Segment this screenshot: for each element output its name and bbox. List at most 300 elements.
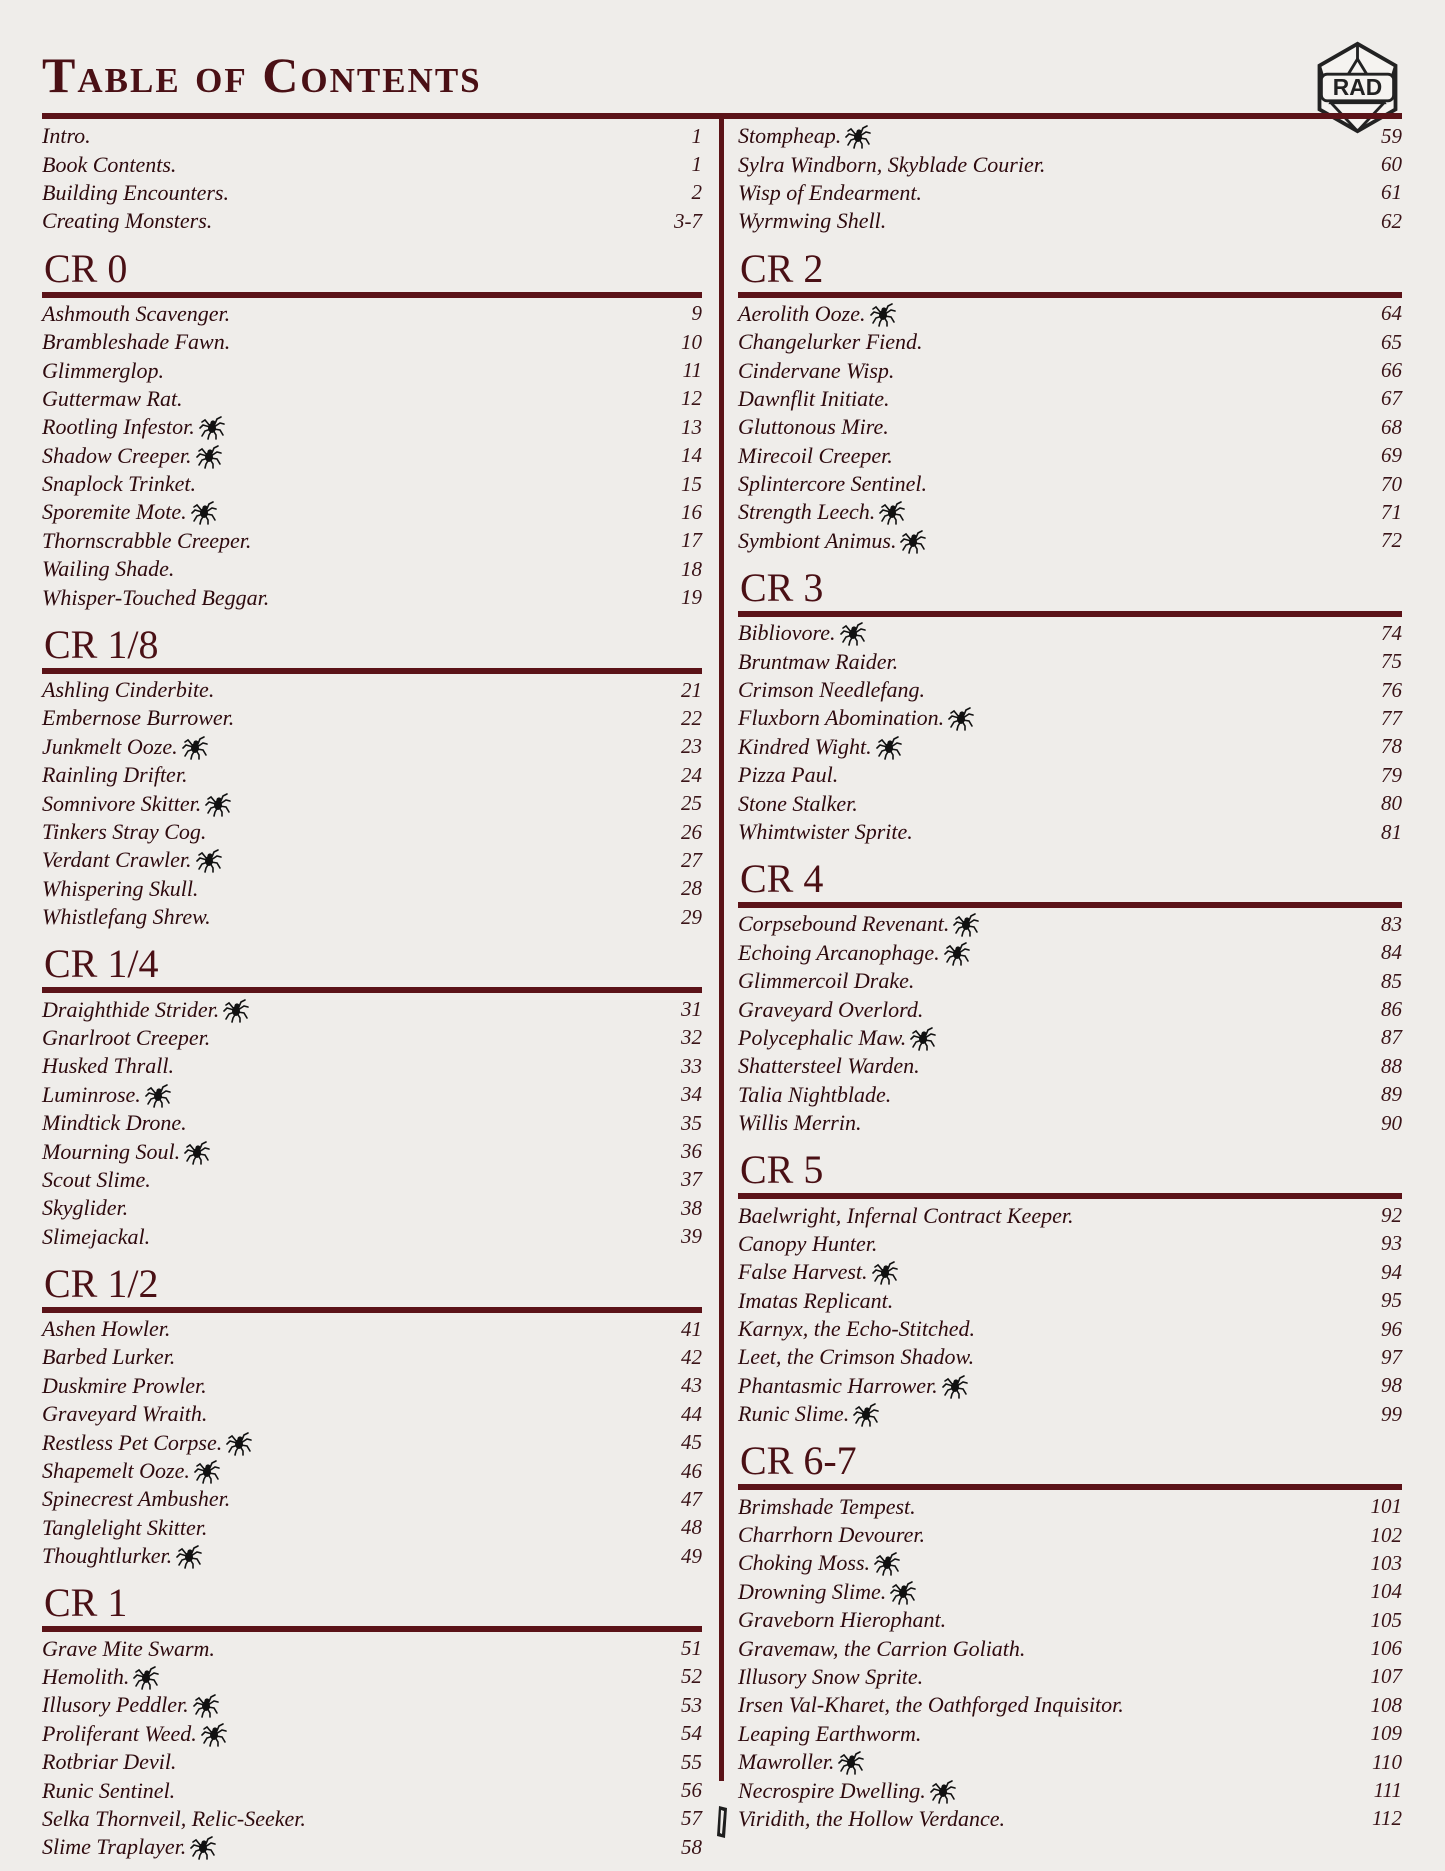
toc-entry[interactable] [738, 1315, 1402, 1343]
section-heading: CR 6-7 [740, 1438, 857, 1484]
entry-name: False Harvest. [738, 1259, 868, 1285]
entry-name: Selka Thornveil, Relic-Seeker. [42, 1805, 306, 1831]
entry-page-number: 23 [681, 734, 702, 759]
entry-page-number: 1 [691, 123, 702, 148]
entry-page-number: 92 [1381, 1203, 1402, 1228]
entry-page-number: 56 [681, 1778, 702, 1803]
entry-page-number: 60 [1381, 152, 1402, 177]
toc-entry[interactable] [42, 704, 702, 732]
toc-entry[interactable] [42, 1343, 702, 1371]
entry-page-number: 48 [681, 1515, 702, 1540]
toc-entry[interactable] [42, 995, 702, 1023]
entry-page-number: 89 [1381, 1082, 1402, 1107]
entry-name: Leet, the Crimson Shadow. [738, 1344, 975, 1370]
toc-entry[interactable] [42, 1428, 702, 1456]
entry-page-number: 11 [682, 358, 702, 383]
toc-section [738, 856, 1402, 1137]
toc-entry[interactable] [42, 1691, 702, 1719]
entry-name: Sylra Windborn, Skyblade Courier. [738, 151, 1046, 177]
toc-entry[interactable] [738, 498, 1402, 526]
toc-entry[interactable] [738, 1230, 1402, 1258]
toc-entry[interactable] [738, 818, 1402, 846]
entry-page-number: 105 [1370, 1607, 1402, 1632]
entry-name: Choking Moss. [738, 1550, 870, 1576]
entry-page-number: 47 [681, 1486, 702, 1511]
entry-page-number: 99 [1381, 1401, 1402, 1426]
toc-entry[interactable] [42, 207, 702, 235]
toc-entry[interactable] [42, 583, 702, 611]
entry-page-number: 53 [681, 1692, 702, 1717]
section-divider [42, 1626, 702, 1632]
entry-name: Changelurker Fiend. [738, 329, 923, 355]
section-divider [738, 1193, 1402, 1199]
entry-name: Junkmelt Ooze. [42, 733, 178, 759]
toc-entry[interactable] [42, 1805, 702, 1833]
toc-entry[interactable] [42, 470, 702, 498]
entry-page-number: 94 [1381, 1259, 1402, 1284]
entry-page-number: 14 [681, 443, 702, 468]
spider-icon [845, 123, 871, 149]
entry-name: Mirecoil Creeper. [738, 442, 893, 468]
entry-name: Slime Traplayer. [42, 1834, 187, 1860]
entry-name: Spinecrest Ambusher. [42, 1486, 231, 1512]
toc-entry[interactable] [738, 910, 1402, 938]
entry-page-number: 39 [681, 1224, 702, 1249]
toc-entry[interactable] [42, 356, 702, 384]
toc-entry[interactable] [738, 647, 1402, 675]
entry-page-number: 18 [681, 556, 702, 581]
toc-entry[interactable] [42, 1776, 702, 1804]
toc-entry[interactable] [738, 1521, 1402, 1549]
entry-page-number: 22 [681, 705, 702, 730]
toc-entry[interactable] [42, 1457, 702, 1485]
entry-page-number: 106 [1370, 1636, 1402, 1661]
entry-page-number: 107 [1370, 1664, 1402, 1689]
toc-entry[interactable] [738, 619, 1402, 647]
entry-name: Thornscrabble Creeper. [42, 527, 252, 553]
entry-name: Leaping Earthworm. [738, 1720, 922, 1746]
section-heading: CR 1/4 [44, 941, 159, 987]
entry-name: Strength Leech. [738, 499, 876, 525]
entry-name: Graveyard Wraith. [42, 1401, 208, 1427]
entry-page-number: 25 [681, 791, 702, 816]
entry-name: Embernose Burrower. [42, 705, 235, 731]
section-heading: CR 5 [740, 1147, 824, 1193]
entry-page-number: 3-7 [674, 208, 702, 233]
entry-page-number: 101 [1370, 1494, 1402, 1519]
toc-section [42, 622, 702, 932]
entry-name: Whistlefang Shrew. [42, 904, 211, 930]
spider-icon [184, 1139, 210, 1165]
toc-entry[interactable] [738, 1052, 1402, 1080]
spider-icon [196, 443, 222, 469]
toc-entry[interactable] [42, 1514, 702, 1542]
toc-entry[interactable] [42, 498, 702, 526]
entry-name: Mawroller. [738, 1749, 835, 1775]
entry-name: Gnarlroot Creeper. [42, 1024, 211, 1050]
entry-page-number: 61 [1381, 180, 1402, 205]
entry-name: Whisper-Touched Beggar. [42, 584, 270, 610]
entry-page-number: 9 [691, 301, 702, 326]
entry-name: Grave Mite Swarm. [42, 1635, 215, 1661]
entry-name: Baelwright, Infernal Contract Keeper. [738, 1202, 1074, 1228]
entry-name: Hemolith. [42, 1663, 130, 1689]
toc-entry[interactable] [42, 1748, 702, 1776]
entry-page-number: 65 [1381, 329, 1402, 354]
toc-entry[interactable] [42, 328, 702, 356]
logo-text: RAD [1332, 74, 1383, 101]
toc-entry[interactable] [738, 761, 1402, 789]
toc-entry[interactable] [738, 967, 1402, 995]
spider-icon [930, 1778, 956, 1804]
entry-page-number: 26 [681, 819, 702, 844]
entry-page-number: 10 [681, 329, 702, 354]
toc-entry[interactable] [738, 676, 1402, 704]
spider-icon [879, 499, 905, 525]
entry-name: Brambleshade Fawn. [42, 329, 231, 355]
toc-entry[interactable] [42, 1663, 702, 1691]
page-title: Table of Contents [42, 47, 482, 103]
entry-page-number: 31 [681, 997, 702, 1022]
toc-entry[interactable] [738, 1081, 1402, 1109]
toc-entry[interactable] [738, 179, 1402, 207]
entry-page-number: 97 [1381, 1344, 1402, 1369]
entry-page-number: 70 [1381, 471, 1402, 496]
spider-icon [942, 1373, 968, 1399]
section-divider [42, 987, 702, 993]
entry-page-number: 66 [1381, 358, 1402, 383]
entry-page-number: 68 [1381, 414, 1402, 439]
toc-entry[interactable] [42, 818, 702, 846]
entry-page-number: 52 [681, 1664, 702, 1689]
spider-icon [900, 528, 926, 554]
entry-name: Proliferant Weed. [42, 1720, 197, 1746]
entry-page-number: 83 [1381, 911, 1402, 936]
entry-page-number: 108 [1370, 1692, 1402, 1717]
toc-entry[interactable] [738, 470, 1402, 498]
toc-entry[interactable] [42, 761, 702, 789]
entry-name: Mourning Soul. [42, 1138, 181, 1164]
entry-name: Skyglider. [42, 1195, 129, 1221]
spider-icon [910, 1025, 936, 1051]
toc-entry[interactable] [738, 1663, 1402, 1691]
toc-entry[interactable] [738, 1201, 1402, 1229]
entry-name: Pizza Paul. [738, 762, 839, 788]
toc-entry[interactable] [42, 1194, 702, 1222]
toc-entry[interactable] [42, 150, 702, 178]
toc-entry[interactable] [738, 733, 1402, 761]
toc-entry[interactable] [738, 1720, 1402, 1748]
toc-entry[interactable] [42, 1109, 702, 1137]
entry-name: Glimmercoil Drake. [738, 968, 915, 994]
toc-entry[interactable] [738, 704, 1402, 732]
entry-name: Cindervane Wisp. [738, 357, 895, 383]
entry-name: Willis Merrin. [738, 1110, 862, 1136]
entry-name: Ashen Howler. [42, 1316, 171, 1342]
toc-entry[interactable] [738, 356, 1402, 384]
toc-entry[interactable] [738, 1691, 1402, 1719]
entry-page-number: 90 [1381, 1110, 1402, 1135]
entry-name: Whimtwister Sprite. [738, 819, 913, 844]
entry-name: Brimshade Tempest. [738, 1493, 916, 1519]
entry-name: Crimson Needlefang. [738, 677, 925, 703]
spider-icon [191, 499, 217, 525]
entry-name: Whispering Skull. [42, 875, 199, 901]
entry-name: Dawnflit Initiate. [738, 385, 890, 411]
toc-entry[interactable] [738, 789, 1402, 817]
entry-name: Husked Thrall. [42, 1053, 174, 1079]
entry-page-number: 102 [1370, 1522, 1402, 1547]
toc-entry[interactable] [42, 733, 702, 761]
entry-page-number: 19 [681, 585, 702, 610]
entry-name: Bruntmaw Raider. [738, 648, 899, 674]
entry-page-number: 59 [1381, 123, 1402, 148]
entry-page-number: 35 [681, 1110, 702, 1135]
toc-entry[interactable] [42, 875, 702, 903]
spider-icon [944, 940, 970, 966]
section-divider [738, 1484, 1402, 1490]
spider-icon [226, 1430, 252, 1456]
entry-name: Runic Slime. [738, 1401, 850, 1427]
spider-icon [176, 1543, 202, 1569]
entry-name: Splintercore Sentinel. [738, 471, 927, 497]
entry-page-number: 44 [681, 1401, 702, 1426]
toc-entry[interactable] [42, 527, 702, 555]
section-heading: CR 1/2 [44, 1260, 159, 1306]
entry-name: Duskmire Prowler. [42, 1372, 207, 1398]
entry-page-number: 81 [1381, 819, 1402, 844]
toc-entry[interactable] [42, 1372, 702, 1400]
toc-entry[interactable] [42, 442, 702, 470]
toc-entry[interactable] [738, 1606, 1402, 1634]
toc-entry[interactable] [42, 1137, 702, 1165]
entry-name: Wisp of Endearment. [738, 179, 922, 205]
toc-entry[interactable] [738, 1343, 1402, 1371]
spider-icon [948, 705, 974, 731]
entry-page-number: 58 [681, 1834, 702, 1859]
entry-page-number: 71 [1381, 499, 1402, 524]
section-heading: CR 0 [44, 245, 128, 291]
entry-page-number: 37 [681, 1167, 702, 1192]
entry-page-number: 27 [681, 847, 702, 872]
toc-entry[interactable] [42, 1315, 702, 1343]
entry-page-number: 2 [691, 180, 702, 205]
entry-page-number: 24 [681, 762, 702, 787]
entry-page-number: 33 [681, 1053, 702, 1078]
entry-name: Barbed Lurker. [42, 1344, 176, 1370]
entry-name: Sporemite Mote. [42, 499, 187, 525]
toc-entry[interactable] [738, 1578, 1402, 1606]
section-heading: CR 2 [740, 245, 824, 291]
entry-page-number: 109 [1370, 1721, 1402, 1746]
entry-page-number: 75 [1381, 649, 1402, 674]
entry-name: Polycephalic Maw. [738, 1024, 907, 1050]
toc-entry[interactable] [42, 1223, 702, 1251]
entry-page-number: 13 [681, 414, 702, 439]
entry-name: Graveyard Overlord. [738, 996, 924, 1022]
entry-name: Canopy Hunter. [738, 1230, 878, 1256]
entry-name: Drowning Slime. [738, 1578, 887, 1604]
entry-name: Charrhorn Devourer. [738, 1522, 926, 1548]
entry-name: Talia Nightblade. [738, 1081, 892, 1107]
entry-page-number: 84 [1381, 940, 1402, 965]
toc-section [42, 941, 702, 1251]
toc-entry[interactable] [738, 442, 1402, 470]
entry-page-number: 38 [681, 1195, 702, 1220]
entry-page-number: 17 [681, 528, 702, 553]
entry-name: Aerolith Ooze. [738, 300, 866, 326]
toc-entry[interactable] [42, 179, 702, 207]
d20-dice-icon [1310, 40, 1405, 135]
entry-page-number: 80 [1381, 791, 1402, 816]
spider-icon [870, 301, 896, 327]
entry-name: Verdant Crawler. [42, 847, 192, 873]
spider-icon [201, 1721, 227, 1747]
spider-icon [194, 1458, 220, 1484]
toc-entry[interactable] [738, 122, 1402, 150]
entry-name: Stone Stalker. [738, 790, 858, 816]
toc-entry[interactable] [738, 1024, 1402, 1052]
entry-name: Imatas Replicant. [738, 1287, 894, 1313]
entry-page-number: 29 [681, 904, 702, 929]
entry-name: Wailing Shade. [42, 556, 175, 582]
entry-name: Glimmerglop. [42, 357, 165, 383]
entry-name: Bibliovore. [738, 620, 836, 646]
entry-name: Illusory Peddler. [42, 1692, 189, 1718]
toc-entry[interactable] [42, 1052, 702, 1080]
entry-page-number: 76 [1381, 677, 1402, 702]
entry-name: Shadow Creeper. [42, 442, 192, 468]
toc-entry[interactable] [42, 413, 702, 441]
section-heading: CR 1/8 [44, 621, 159, 667]
toc-entry[interactable] [738, 1287, 1402, 1315]
toc-section [738, 122, 1402, 236]
spider-icon [874, 1550, 900, 1576]
toc-entry[interactable] [738, 1372, 1402, 1400]
entry-page-number: 46 [681, 1458, 702, 1483]
section-divider [738, 902, 1402, 908]
entry-page-number: 67 [1381, 386, 1402, 411]
toc-entry[interactable] [42, 789, 702, 817]
section-divider [738, 611, 1402, 617]
toc-entry[interactable] [738, 207, 1402, 235]
toc-entry[interactable] [42, 1024, 702, 1052]
entry-page-number: 51 [681, 1636, 702, 1661]
entry-page-number: 103 [1370, 1550, 1402, 1575]
entry-page-number: 1 [691, 152, 702, 177]
toc-entry[interactable] [738, 527, 1402, 555]
entry-page-number: 41 [681, 1316, 702, 1341]
toc-entry[interactable] [738, 413, 1402, 441]
toc-entry[interactable] [42, 300, 702, 328]
entry-name: Ashling Cinderbite. [42, 677, 215, 703]
entry-name: Creating Monsters. [42, 208, 213, 234]
toc-entry[interactable] [738, 995, 1402, 1023]
toc-entry[interactable] [42, 1081, 702, 1109]
toc-entry[interactable] [42, 385, 702, 413]
entry-page-number: 74 [1381, 620, 1402, 645]
toc-entry[interactable] [738, 1258, 1402, 1286]
entry-name: Wyrmwing Shell. [738, 208, 887, 234]
toc-entry[interactable] [42, 1542, 702, 1570]
entry-name: Intro. [42, 123, 91, 149]
toc-entry[interactable] [42, 1400, 702, 1428]
entry-page-number: 72 [1381, 528, 1402, 553]
entry-name: Slimejackal. [42, 1223, 151, 1249]
toc-entry[interactable] [738, 1805, 1402, 1833]
entry-name: Book Contents. [42, 151, 177, 177]
toc-entry[interactable] [738, 1549, 1402, 1577]
spider-icon [145, 1082, 171, 1108]
entry-page-number: 57 [681, 1806, 702, 1831]
entry-page-number: 49 [681, 1543, 702, 1568]
entry-name: Draighthide Strider. [42, 996, 220, 1022]
toc-entry[interactable] [738, 385, 1402, 413]
toc-entry[interactable] [42, 1833, 702, 1861]
toc-entry[interactable] [738, 1400, 1402, 1428]
toc-entry[interactable] [738, 1109, 1402, 1137]
entry-name: Building Encounters. [42, 179, 229, 205]
entry-page-number: 69 [1381, 443, 1402, 468]
toc-entry[interactable] [738, 1492, 1402, 1520]
entry-name: Rotbriar Devil. [42, 1749, 177, 1775]
spider-icon [133, 1664, 159, 1690]
toc-entry[interactable] [738, 300, 1402, 328]
entry-page-number: 45 [681, 1430, 702, 1455]
section-heading: CR 1 [44, 1580, 128, 1626]
spider-icon [872, 1259, 898, 1285]
toc-entry[interactable] [42, 676, 702, 704]
toc-entry[interactable] [42, 846, 702, 874]
toc-entry[interactable] [42, 122, 702, 150]
entry-page-number: 32 [681, 1025, 702, 1050]
toc-entry[interactable] [738, 328, 1402, 356]
toc-entry[interactable] [42, 555, 702, 583]
entry-name: Viridith, the Hollow Verdance. [738, 1805, 1006, 1831]
entry-name: Tanglelight Skitter. [42, 1514, 208, 1540]
spider-icon [890, 1579, 916, 1605]
entry-name: Symbiont Animus. [738, 527, 897, 553]
entry-name: Stompheap. [738, 123, 842, 149]
page-marker-icon [716, 1805, 728, 1839]
entry-page-number: 78 [1381, 734, 1402, 759]
entry-page-number: 96 [1381, 1316, 1402, 1341]
toc-entry[interactable] [42, 1634, 702, 1662]
entry-name: Kindred Wight. [738, 733, 872, 759]
toc-entry[interactable] [738, 150, 1402, 178]
section-divider [42, 292, 702, 298]
toc-entry[interactable] [42, 1166, 702, 1194]
toc-entry[interactable] [738, 1634, 1402, 1662]
toc-entry[interactable] [42, 903, 702, 931]
toc-entry[interactable] [42, 1485, 702, 1513]
entry-name: Mindtick Drone. [42, 1110, 187, 1136]
toc-entry[interactable] [738, 939, 1402, 967]
toc-section [42, 122, 702, 236]
toc-entry[interactable] [738, 1776, 1402, 1804]
entry-page-number: 79 [1381, 762, 1402, 787]
spider-icon [193, 1692, 219, 1718]
entry-page-number: 111 [1373, 1778, 1402, 1803]
toc-section [738, 565, 1402, 846]
entry-name: Snaplock Trinket. [42, 471, 196, 497]
entry-page-number: 21 [681, 677, 702, 702]
toc-entry[interactable] [42, 1720, 702, 1748]
toc-entry[interactable] [738, 1748, 1402, 1776]
left-column [42, 122, 702, 1862]
entry-page-number: 87 [1381, 1025, 1402, 1050]
section-heading: CR 4 [740, 856, 824, 902]
